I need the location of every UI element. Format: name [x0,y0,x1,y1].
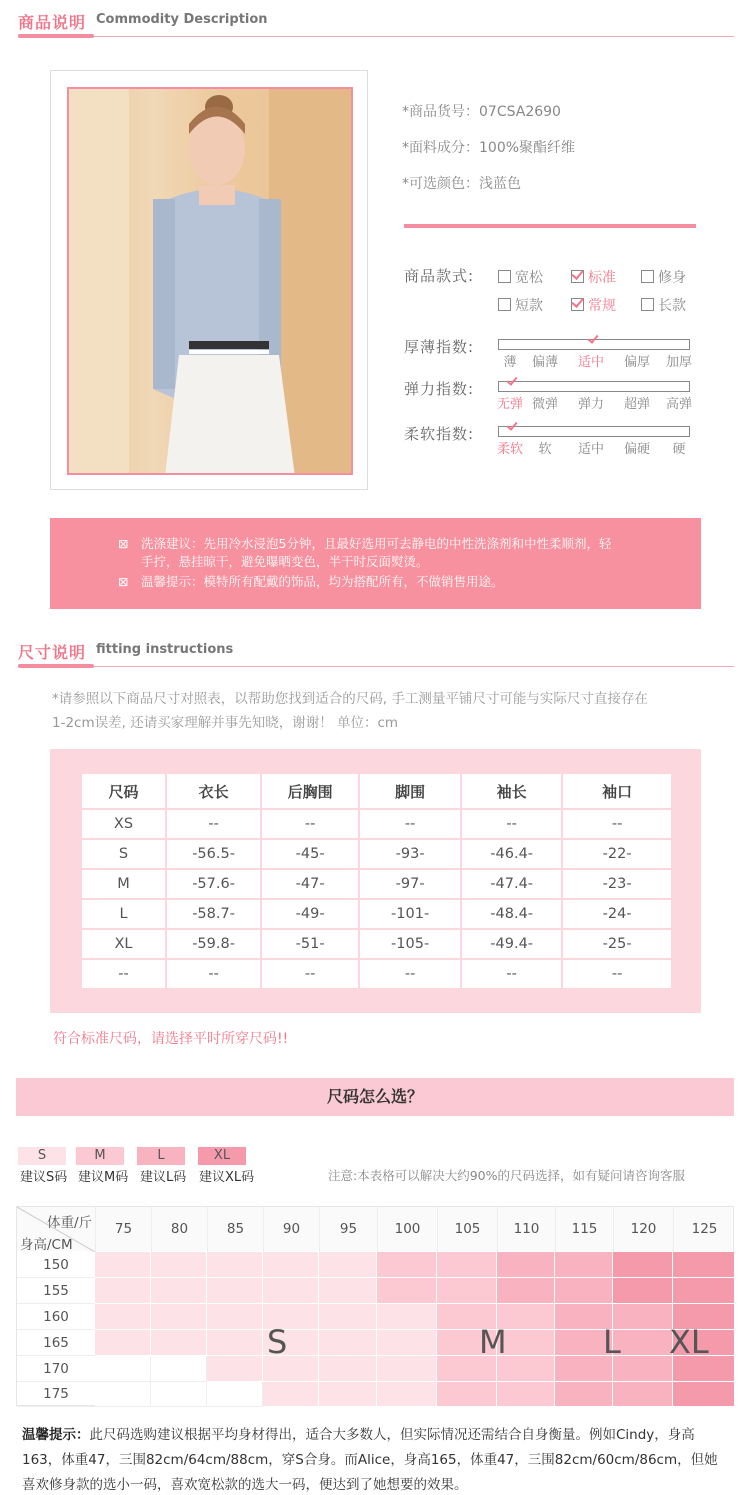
index-label: 厚薄指数: [404,338,475,356]
footer-tip-label: 温馨提示： [22,1427,90,1443]
grid-cell [613,1330,673,1356]
size-recommendation-grid [16,1206,734,1406]
index-scale-bar [498,381,690,392]
how-to-choose-banner: 尺码怎么选？ [16,1078,734,1116]
divider [18,36,734,37]
checkbox-icon [571,270,584,283]
size-table-row [82,960,671,988]
checkbox-icon [641,270,654,283]
grid-cell [497,1252,555,1278]
legend-label: 建议S码 [20,1170,68,1185]
grid-cell [207,1330,263,1356]
selected-check-icon [506,374,517,386]
divider-accent [18,664,94,668]
grid-cell [377,1278,437,1304]
section-title-cn: 商品说明 [18,13,87,32]
grid-cell [95,1252,151,1278]
style-option-0[interactable] [498,267,543,287]
grid-cell [95,1356,151,1382]
model-illustration [69,89,353,475]
legend-swatch-s: S [18,1147,66,1165]
size-table-row [82,900,671,928]
size-table-cell: -47- [262,870,358,898]
grid-cell [95,1382,151,1407]
grid-cell [437,1278,497,1304]
grid-size-mark: S [267,1323,288,1361]
height-axis-label: 身高/CM [20,1237,73,1253]
size-table [80,772,673,990]
size-warning: 注意:本表格可以解决大约90%的尺码选择，如有疑问请咨询客服 [328,1168,685,1183]
grid-cell [151,1330,207,1356]
grid-cell [151,1304,207,1330]
checkbox-icon [498,298,511,311]
size-table-cell: -58.7- [167,900,260,928]
grid-cell [151,1252,207,1278]
tip-mark-icon: ⊠ [118,574,129,589]
size-table-cell: -- [563,960,671,988]
size-table-cell: -- [360,960,460,988]
size-table-cell: -- [563,810,671,838]
footer-tip [22,1423,728,1495]
index-option: 硬 [672,442,686,457]
style-option-label: 长款 [658,298,686,314]
size-table-row [82,840,671,868]
style-option-label: 常规 [588,298,616,314]
checkbox-icon [498,270,511,283]
fitting-note-line2: 1-2cm误差, 还请买家理解并事先知晓，谢谢！ 单位：cm [52,715,399,731]
selected-check-icon [587,332,598,344]
grid-cell [151,1278,207,1304]
grid-cell [319,1356,377,1382]
grid-cell [377,1382,437,1407]
wash-advice-line2: 手拧，悬挂晾干，避免曝晒变色，半干时反面熨烫。 [141,554,429,569]
grid-cell [437,1382,497,1407]
size-table-cell: XL [82,930,165,958]
product-photo [67,87,353,475]
weight-header-cell: 105 [437,1207,497,1252]
style-option-2[interactable] [641,295,686,315]
index-option: 柔软 [496,442,524,457]
index-option: 加厚 [665,355,693,370]
style-option-0[interactable] [498,295,543,315]
grid-cell [613,1356,673,1382]
size-table-cell: -- [167,810,260,838]
size-table-cell: S [82,840,165,868]
grid-cell [151,1356,207,1382]
weight-header-cell: 110 [497,1207,555,1252]
size-table-cell: -51- [262,930,358,958]
weight-axis-label: 体重/斤 [47,1215,93,1231]
index-option: 软 [538,442,552,457]
height-row-label: 165 [17,1330,95,1356]
size-table-cell: XS [82,810,165,838]
grid-cell [319,1278,377,1304]
weight-header-cell: 80 [151,1207,207,1252]
size-table-cell: -- [82,960,165,988]
selected-check-icon [506,419,517,431]
index-option: 适中 [577,355,605,370]
size-table-header-cell: 袖长 [462,774,561,808]
wash-mark-icon: ⊠ [118,536,129,551]
legend-label: 建议L码 [140,1170,187,1185]
weight-header-cell: 100 [377,1207,437,1252]
style-option-label: 宽松 [515,270,543,286]
grid-cell [377,1356,437,1382]
index-option: 微弹 [531,397,559,412]
size-table-cell: -22- [563,840,671,868]
grid-cell [377,1330,437,1356]
care-instructions [50,518,701,609]
info-divider [404,224,696,228]
size-table-cell: -48.4- [462,900,561,928]
grid-cell [377,1252,437,1278]
grid-cell [263,1278,319,1304]
style-option-label: 修身 [658,270,686,286]
weight-header-cell: 120 [613,1207,673,1252]
size-table-header-cell: 衣长 [167,774,260,808]
checkbox-icon [641,298,654,311]
height-row-label: 150 [17,1252,95,1278]
grid-cell [613,1382,673,1407]
size-table-cell: -23- [563,870,671,898]
index-option: 薄 [503,355,517,370]
grid-cell [151,1382,207,1407]
size-table-cell: -47.4- [462,870,561,898]
section-title-en: fitting instructions [96,642,234,657]
size-table-cell: -57.6- [167,870,260,898]
size-table-header-cell: 后胸围 [262,774,358,808]
size-table-cell: -105- [360,930,460,958]
grid-cell [555,1382,613,1407]
grid-cell [555,1278,613,1304]
size-table-row [82,930,671,958]
size-table-header-cell: 尺码 [82,774,165,808]
grid-cell [377,1304,437,1330]
size-table-row [82,810,671,838]
grid-cell [555,1252,613,1278]
size-table-cell: -- [360,810,460,838]
index-option: 偏硬 [623,442,651,457]
index-scale-bar [498,339,690,350]
size-table-cell: -- [167,960,260,988]
size-table-cell: -- [462,810,561,838]
checkbox-icon [571,298,584,311]
index-option: 超弹 [623,397,651,412]
weight-header-cell: 85 [207,1207,263,1252]
grid-cell [95,1330,151,1356]
legend-swatch-xl: XL [198,1147,246,1165]
style-option-2[interactable] [641,267,686,287]
style-option-label: 短款 [515,298,543,314]
index-option: 偏薄 [531,355,559,370]
size-table-cell: -101- [360,900,460,928]
grid-cell [207,1278,263,1304]
grid-cell [319,1382,377,1407]
divider-accent [18,34,94,38]
size-table-cell: -- [262,810,358,838]
grid-cell [673,1278,735,1304]
grid-cell [319,1252,377,1278]
index-option: 适中 [577,442,605,457]
grid-cell [207,1252,263,1278]
size-table-cell: -- [262,960,358,988]
weight-header-cell: 115 [555,1207,613,1252]
size-table-cell: -97- [360,870,460,898]
grid-cell [319,1304,377,1330]
fitting-section-header [18,640,734,672]
grid-size-mark: L [603,1323,621,1361]
index-option: 偏厚 [623,355,651,370]
accessory-tip: 温馨提示：模特所有配戴的饰品，均为搭配所有，不做销售用途。 [141,574,504,589]
index-option: 弹力 [577,397,605,412]
size-table-header-cell: 袖口 [563,774,671,808]
size-table-cell: M [82,870,165,898]
size-table-cell: -45- [262,840,358,868]
grid-cell [673,1252,735,1278]
style-option-label: 标准 [588,270,616,286]
grid-cell [207,1382,263,1407]
grid-cell [207,1356,263,1382]
style-option-1[interactable] [571,295,616,315]
fabric: *面料成分：100%聚酯纤维 [402,140,576,156]
section-title-en: Commodity Description [96,12,268,27]
legend-swatch-l: L [137,1147,185,1165]
grid-cell [673,1382,735,1407]
grid-cell [95,1304,151,1330]
index-option: 无弹 [496,397,524,412]
index-label: 柔软指数: [404,425,475,443]
commodity-section-header [18,10,734,42]
weight-header-cell: 75 [95,1207,151,1252]
fitting-note-line1: *请参照以下商品尺寸对照表，以帮助您找到适合的尺码, 手工测量平铺尺寸可能与实际尺寸直接存在 [52,691,648,707]
grid-cell [613,1278,673,1304]
height-row-label: 155 [17,1278,95,1304]
size-table-cell: -59.8- [167,930,260,958]
divider [18,666,734,667]
height-row-label: 175 [17,1382,95,1407]
size-table-header-row [82,774,671,808]
grid-cell [613,1304,673,1330]
size-table-cell: -93- [360,840,460,868]
grid-cell [263,1252,319,1278]
size-table-header-cell: 脚围 [360,774,460,808]
height-row-label: 170 [17,1356,95,1382]
style-label: 商品款式: [404,267,475,285]
weight-header-cell: 125 [673,1207,735,1252]
item-number: *商品货号：07CSA2690 [402,104,561,120]
size-table-cell: -56.5- [167,840,260,868]
index-scale-bar [498,426,690,437]
grid-cell [263,1382,319,1407]
grid-size-mark: M [479,1323,507,1361]
color: *可选颜色：浅蓝色 [402,176,521,192]
legend-label: 建议XL码 [199,1170,255,1185]
size-table-cell: -24- [563,900,671,928]
weight-header-cell: 95 [319,1207,377,1252]
size-table-cell: -49- [262,900,358,928]
size-table-cell: -46.4- [462,840,561,868]
grid-size-mark: XL [669,1323,709,1361]
size-table-cell: -49.4- [462,930,561,958]
size-table-cell: -- [462,960,561,988]
grid-cell [319,1330,377,1356]
legend-label: 建议M码 [78,1170,129,1185]
legend-swatch-m: M [76,1147,124,1165]
wash-advice-line1: 洗涤建议：先用冷水浸泡5分钟，且最好选用可去静电的中性洗涤剂和中性柔顺剂，轻 [141,536,612,551]
size-table-cell: -25- [563,930,671,958]
grid-cell [437,1252,497,1278]
size-table-cell: L [82,900,165,928]
height-row-label: 160 [17,1304,95,1330]
grid-cell [497,1382,555,1407]
section-title-cn: 尺寸说明 [18,643,87,662]
size-table-row [82,870,671,898]
grid-cell [207,1304,263,1330]
grid-cell [497,1278,555,1304]
grid-cell [95,1278,151,1304]
product-photo-frame [50,70,368,490]
weight-header-cell: 90 [263,1207,319,1252]
footer-tip-text: 此尺码选购建议根据平均身材得出，适合大多数人，但实际情况还需结合自身衡量。例如Cindy，身高163，体重47，三围82cm/64cm/88cm，穿S合身。而Alice，身高165，体重47，三围82cm/60cm/86cm，但她喜欢修身款的选小一码，喜欢宽松款的选大一码，便达到了她想要的效果。 [22,1427,718,1493]
fit-note: 符合标准尺码，请选择平时所穿尺码!! [53,1031,289,1047]
index-option: 高弹 [665,397,693,412]
style-option-1[interactable] [571,267,616,287]
grid-cell [613,1252,673,1278]
index-label: 弹力指数: [404,380,475,398]
